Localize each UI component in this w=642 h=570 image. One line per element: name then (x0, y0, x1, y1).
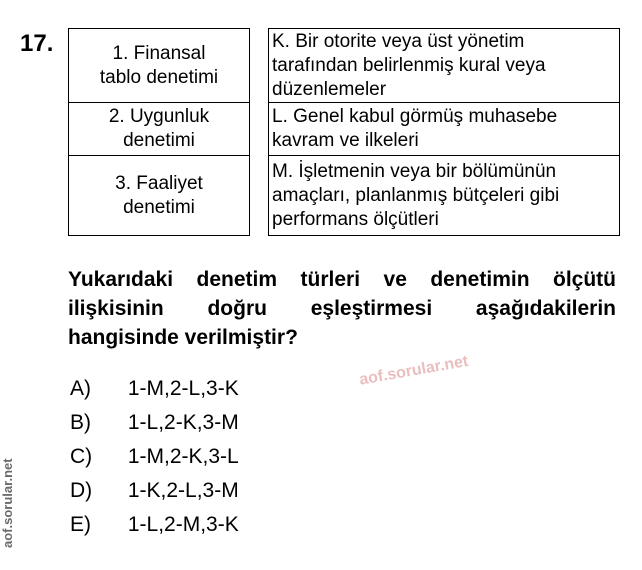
option-c-text: 1-M,2-K,3-L (127, 445, 239, 468)
option-a-letter: A) (70, 377, 91, 400)
option-d[interactable] (70, 474, 239, 508)
right-item-m-line2: amaçları, planlanmış bütçeleri gibi (272, 184, 560, 206)
right-row-l (269, 103, 620, 156)
option-a-text: 1-M,2-L,3-K (127, 377, 239, 400)
right-cell-l (269, 103, 620, 156)
question-number: 17. (20, 30, 54, 57)
right-item-m-line3: performans ölçütleri (272, 208, 439, 230)
left-item-2-line1: 2. Uygunluk (108, 106, 210, 127)
option-d-text: 1-K,2-L,3-M (127, 479, 239, 502)
answer-options (70, 372, 239, 542)
left-row-3 (69, 156, 250, 236)
option-a[interactable] (70, 372, 239, 406)
option-b[interactable] (70, 406, 239, 440)
right-column-table (268, 28, 620, 236)
question-stem: Yukarıdaki denetim türleri ve denetimin ölçütü ilişkisinin doğru eşleştirmesi aşağıdakilerin hangisinde verilmiştir? (68, 268, 616, 349)
left-item-1-line2: tablo denetimi (99, 66, 219, 88)
watermark-center: aof.sorular.net (358, 352, 470, 389)
left-item-3-line1: 3. Faaliyet (115, 172, 203, 194)
right-cell-k (269, 29, 620, 103)
right-row-k (269, 29, 620, 103)
option-b-text: 1-L,2-K,3-M (127, 411, 239, 434)
option-c-letter: C) (70, 445, 93, 468)
option-e-letter: E) (70, 513, 91, 536)
left-row-2 (69, 103, 250, 156)
left-cell-3 (69, 156, 250, 236)
left-row-1 (69, 29, 250, 103)
watermark-side: aof.sorular.net (0, 458, 15, 548)
left-column-table (68, 28, 250, 236)
right-row-m (269, 156, 620, 236)
left-item-1-line1: 1. Finansal (112, 42, 206, 64)
left-cell-2 (69, 103, 250, 156)
right-item-k-line2: tarafından belirlenmiş kural veya (272, 54, 546, 76)
option-c[interactable] (70, 440, 239, 474)
option-e[interactable] (70, 508, 239, 542)
right-cell-m (269, 156, 620, 236)
right-item-k-line1: K. Bir otorite veya üst yönetim (272, 30, 525, 52)
left-item-3-line2: denetimi (123, 196, 195, 218)
right-item-l-line2: kavram ve ilkeleri (272, 130, 419, 151)
right-item-l-line1: L. Genel kabul görmüş muhasebe (272, 106, 558, 127)
right-item-m-line1: M. İşletmenin veya bir bölümünün (272, 160, 557, 182)
option-b-letter: B) (70, 411, 91, 434)
option-d-letter: D) (70, 479, 93, 502)
left-cell-1 (69, 29, 250, 103)
right-item-k-line3: düzenlemeler (272, 78, 387, 100)
left-item-2-line2: denetimi (123, 130, 195, 151)
option-e-text: 1-L,2-M,3-K (127, 513, 239, 536)
